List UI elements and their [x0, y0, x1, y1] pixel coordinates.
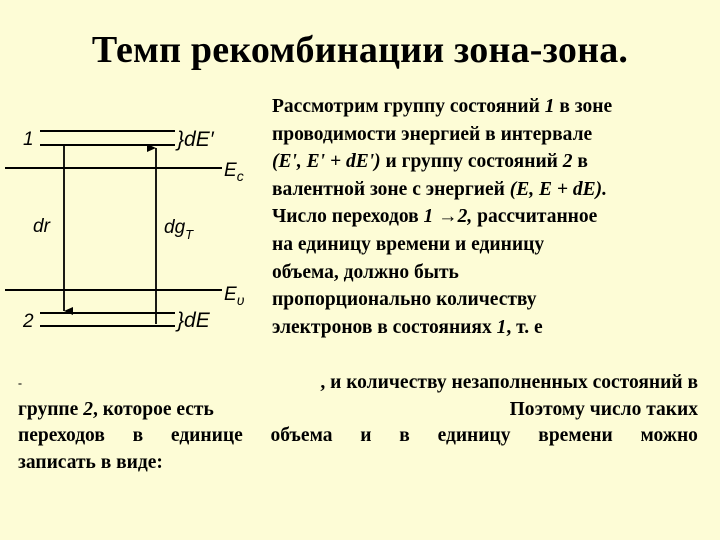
dr-label: dr: [33, 216, 50, 237]
ev-label: $E_\upsilon$: [224, 284, 245, 308]
right-line-8: пропорционально количеству: [272, 289, 537, 311]
level-2-label: 2: [23, 311, 34, 332]
slide-title: Темп рекомбинации зона-зона.: [91, 29, 629, 71]
right-line-1: Рассмотрим группу состояний 1 в зоне: [272, 96, 613, 117]
arrow-symbol: →: [438, 206, 458, 228]
right-line-5: Число переходов 1 →2, рассчитанное: [272, 206, 598, 228]
level-1-label: 1: [23, 129, 34, 150]
energy-level-diagram: [0, 110, 270, 350]
bottom-line-3: переходов в единице объема и в единицу времени можно: [18, 425, 698, 446]
de-upper-label: }dE′: [177, 128, 214, 151]
bottom-line-1: - , и количеству незаполненных состояний в: [18, 370, 698, 397]
right-paragraph: [272, 93, 712, 341]
stray-mark: -: [18, 376, 22, 390]
right-line-7: объема, должно быть: [272, 261, 459, 283]
bottom-line-2: группе 2, которое есть Поэтому число таких: [18, 398, 698, 420]
bottom-paragraph: [18, 370, 698, 476]
right-line-9: электронов в состояниях 1, т. е: [272, 316, 543, 338]
right-line-2: проводимости энергией в интервале: [272, 123, 593, 145]
dg-label: $dg_T$: [164, 217, 194, 242]
bottom-line-4: записать в виде:: [18, 451, 163, 473]
de-lower-label: }dE: [177, 309, 210, 332]
right-line-3: (E', E' + dE') и группу состояний 2 в: [272, 151, 588, 173]
right-line-4: валентной зоне с энергией (E, E + dE).: [272, 178, 607, 200]
ec-label: $E_c$: [224, 160, 244, 184]
right-line-6: на единицу времени и единицу: [272, 233, 545, 255]
